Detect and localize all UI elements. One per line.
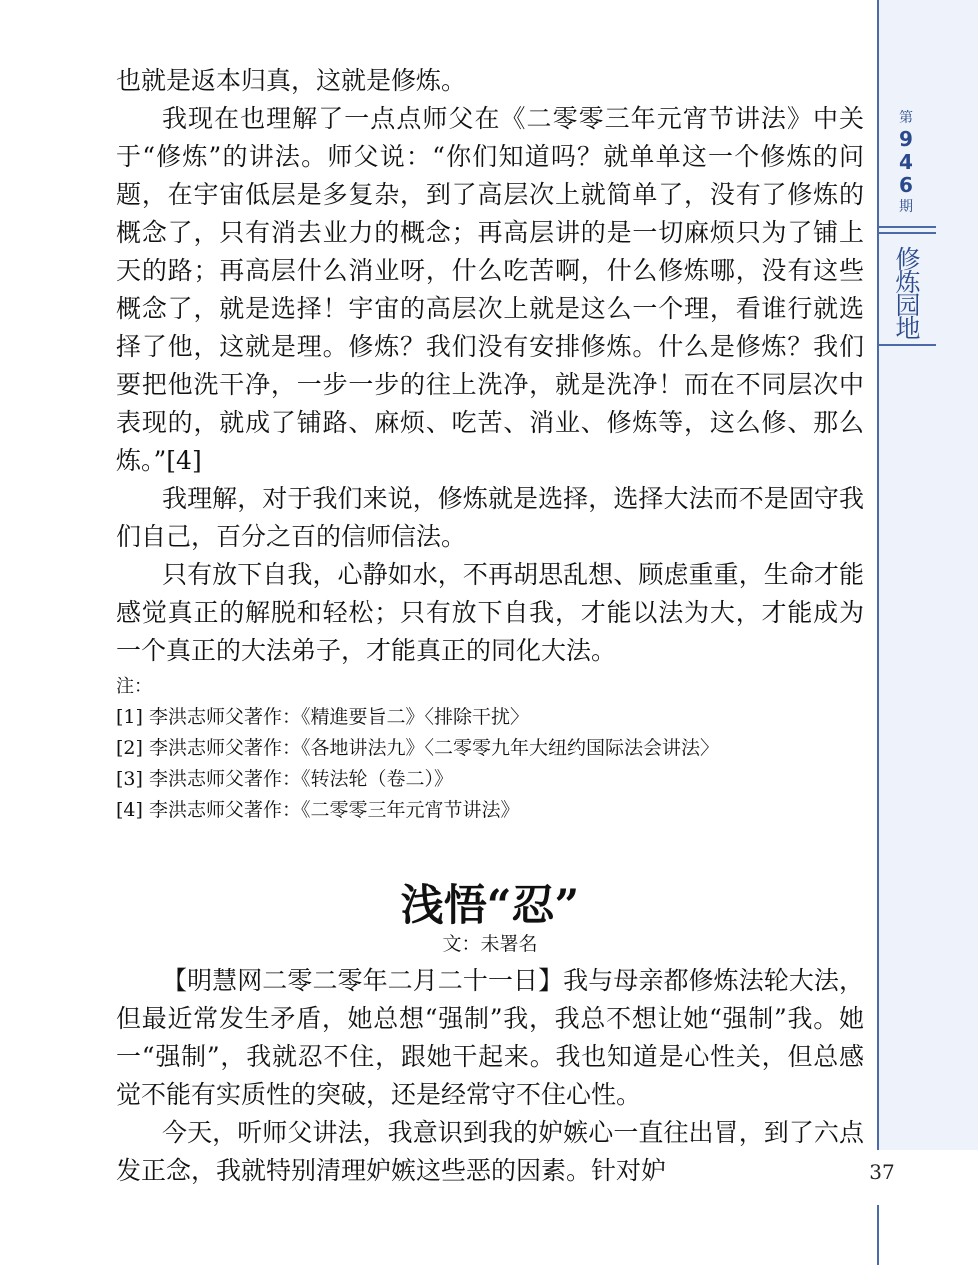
issue-label: [878, 100, 934, 224]
issue-digit: 6: [899, 172, 913, 197]
sidebar-rule: [878, 232, 936, 234]
page-number: 37: [867, 1160, 897, 1184]
body-paragraph: 只有放下自我，心静如水，不再胡思乱想、顾虑重重，生命才能感觉真正的解脱和轻松；只有放下自我，才能以法为大，才能成为一个真正的大法弟子，才能真正的同化大法。: [116, 560, 864, 665]
body-paragraph: 我现在也理解了一点点师父在《二零零三年元宵节讲法》中关于“修炼”的讲法。师父说：“你们知道吗？就单单这一个修炼的问题，在宇宙低层是多复杂，到了高层次上就简单了，没有了修炼的概念了，只有消去业力的概念；再高层讲的是一切麻烦只为了铺上天的路；再高层什么消业呀，什么吃苦啊，什么修炼哪，没有这些概念了，就是选择！宇宙的高层次上就是这么一个理，看谁行就选择了他，这就是理。修炼？我们没有安排修炼。什么是修炼？我们要把他洗干净，一步一步的往上洗净，就是洗净！而在不同层次中表现的，就成了铺路、麻烦、吃苦、消业、修炼等，这么修、那么炼。”[4]: [116, 104, 864, 475]
sidebar-rule: [878, 344, 936, 346]
article-paragraph: 今天，听师父讲法，我意识到我的妒嫉心一直往出冒，到了六点发正念，我就特别清理妒嫉这些恶的因素。针对妒: [116, 1118, 864, 1185]
body-paragraph: 也就是返本归真，这就是修炼。: [116, 66, 467, 95]
sidebar-divider-line: [877, 1205, 879, 1265]
footnote: [3] 李洪志师父著作：《转法轮（卷二）》: [116, 768, 453, 790]
page-content: [116, 62, 864, 1190]
sidebar-rule: [878, 226, 936, 228]
article-paragraph: 【明慧网二零二零年二月二十一日】我与母亲都修炼法轮大法，但最近常发生矛盾，她总想“强制”我，我总不想让她“强制”我。她一“强制”，我就忍不住，跟她干起来。我也知道是心性关，但总感觉不能有实质性的突破，还是经常守不住心性。: [116, 966, 864, 1109]
section-title: 修炼园地: [892, 246, 921, 338]
notes-label: 注：: [116, 676, 152, 697]
footnote: [2] 李洪志师父著作：《各地讲法九》〈二零零九年大纽约国际法会讲法〉: [116, 737, 719, 759]
footnote: [4] 李洪志师父著作：《二零零三年元宵节讲法》: [116, 799, 520, 821]
issue-prefix: 第: [899, 109, 913, 126]
article-byline: 文：未署名: [442, 933, 538, 955]
issue-digit: 4: [899, 149, 913, 174]
article-title: 浅悟“忍”: [400, 881, 580, 931]
issue-digit: 9: [899, 126, 913, 151]
body-paragraph: 我理解，对于我们来说，修炼就是选择，选择大法而不是固守我们自己，百分之百的信师信法。: [116, 484, 864, 551]
issue-suffix: 期: [899, 198, 913, 215]
footnote: [1] 李洪志师父著作：《精進要旨二》〈排除干扰〉: [116, 706, 529, 728]
